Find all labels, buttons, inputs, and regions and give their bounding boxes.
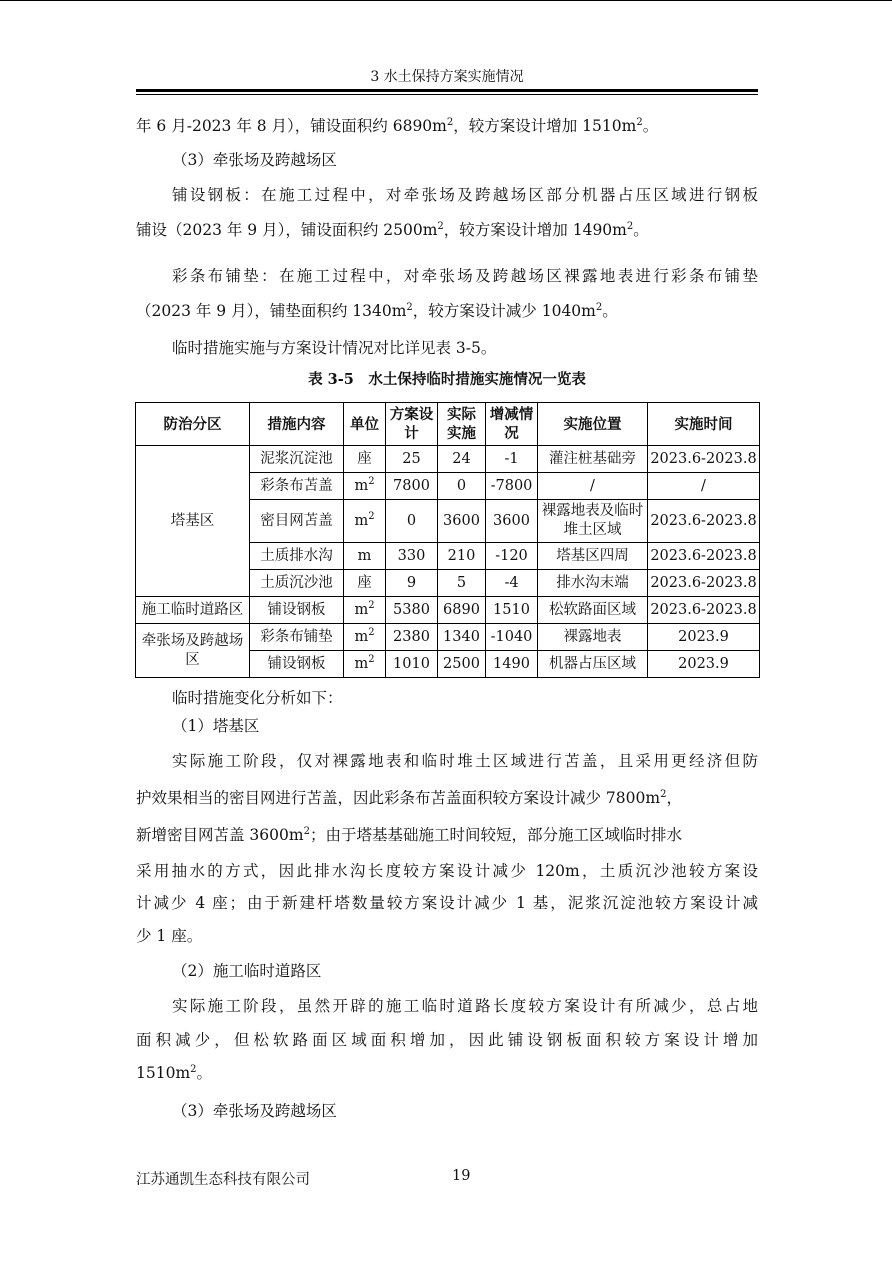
measure-cell: 铺设钢板 bbox=[250, 597, 344, 624]
location-cell: 裸露地表及临时堆土区域 bbox=[538, 500, 648, 543]
table-row bbox=[136, 624, 760, 651]
paragraph-tower-line6: 少 1 座。 bbox=[136, 927, 203, 945]
diff-cell: 1510 bbox=[486, 597, 538, 624]
header-diff: 增减情况 bbox=[486, 403, 538, 446]
time-cell: 2023.6-2023.8 bbox=[648, 543, 760, 570]
zone-cell: 牵张场及跨越场区 bbox=[136, 624, 250, 678]
page-number: 19 bbox=[452, 1168, 471, 1184]
paragraph-road-line1: 实际施工阶段，虽然开辟的施工临时道路长度较方案设计有所减少，总占地 bbox=[172, 997, 758, 1015]
measure-cell: 彩条布苫盖 bbox=[250, 473, 344, 500]
measure-cell: 土质排水沟 bbox=[250, 543, 344, 570]
actual-cell: 6890 bbox=[438, 597, 486, 624]
paragraph-table-reference: 临时措施实施与方案设计情况对比详见表 3-5。 bbox=[172, 339, 497, 357]
time-cell: 2023.6-2023.8 bbox=[648, 570, 760, 597]
running-header: 3 水土保持方案实施情况 bbox=[370, 69, 524, 85]
time-cell: 2023.6-2023.8 bbox=[648, 446, 760, 473]
paragraph-tower-line3: 新增密目网苫盖 $3600m^2$；由于塔基基础施工时间较短，部分施工区域临时排水 bbox=[136, 825, 682, 844]
location-cell: 裸露地表 bbox=[538, 624, 648, 651]
measure-cell: 铺设钢板 bbox=[250, 651, 344, 678]
unit-cell: $m^2$ bbox=[344, 651, 386, 678]
plan-cell: 25 bbox=[386, 446, 438, 473]
top-border-line bbox=[0, 0, 892, 1]
location-cell: 机器占压区域 bbox=[538, 651, 648, 678]
header-measure: 措施内容 bbox=[250, 403, 344, 446]
section-heading-tower-base: （1）塔基区 bbox=[172, 717, 260, 735]
diff-cell: -1040 bbox=[486, 624, 538, 651]
diff-cell: 1490 bbox=[486, 651, 538, 678]
footer-company: 江苏通凯生态科技有限公司 bbox=[136, 1172, 310, 1188]
zone-cell: 塔基区 bbox=[136, 446, 250, 597]
header-location: 实施位置 bbox=[538, 403, 648, 446]
actual-cell: 24 bbox=[438, 446, 486, 473]
measure-cell: 密目网苫盖 bbox=[250, 500, 344, 543]
measure-cell: 土质沉沙池 bbox=[250, 570, 344, 597]
measure-cell: 泥浆沉淀池 bbox=[250, 446, 344, 473]
paragraph-tarp-line2: （2023 年 9 月），铺垫面积约 $1340m^2$，较方案设计减少 $1040m^2$。 bbox=[136, 301, 618, 320]
header-unit: 单位 bbox=[344, 403, 386, 446]
section-heading-traction-yard-2: （3）牵张场及跨越场区 bbox=[172, 1102, 337, 1120]
diff-cell: 3600 bbox=[486, 500, 538, 543]
unit-cell: $m^2$ bbox=[344, 624, 386, 651]
diff-cell: -7800 bbox=[486, 473, 538, 500]
paragraph-continuation: 年 6 月-2023 年 8 月），铺设面积约 $6890m^2$，较方案设计增加 $1510m^2$。 bbox=[136, 116, 659, 135]
header-actual: 实际实施 bbox=[438, 403, 486, 446]
paragraph-analysis-intro: 临时措施变化分析如下： bbox=[172, 689, 343, 707]
temporary-measures-table bbox=[135, 402, 760, 678]
actual-cell: 3600 bbox=[438, 500, 486, 543]
table-caption: 表 3-5 水土保持临时措施实施情况一览表 bbox=[308, 371, 586, 388]
diff-cell: -1 bbox=[486, 446, 538, 473]
paragraph-steel-plate-line1: 铺设钢板：在施工过程中，对牵张场及跨越场区部分机器占压区域进行钢板 bbox=[172, 186, 758, 204]
unit-cell: 座 bbox=[344, 446, 386, 473]
time-cell: 2023.9 bbox=[648, 624, 760, 651]
paragraph-tower-line4: 采用抽水的方式，因此排水沟长度较方案设计减少 120m，土质沉沙池较方案设 bbox=[136, 862, 758, 880]
plan-cell: 9 bbox=[386, 570, 438, 597]
plan-cell: 2380 bbox=[386, 624, 438, 651]
header-rule-thin bbox=[136, 94, 758, 95]
unit-cell: $m^2$ bbox=[344, 473, 386, 500]
section-heading-traction-yard: （3）牵张场及跨越场区 bbox=[172, 151, 337, 169]
diff-cell: -4 bbox=[486, 570, 538, 597]
section-heading-temp-road: （2）施工临时道路区 bbox=[172, 962, 322, 980]
actual-cell: 0 bbox=[438, 473, 486, 500]
header-time: 实施时间 bbox=[648, 403, 760, 446]
header-zone: 防治分区 bbox=[136, 403, 250, 446]
table-header-row bbox=[136, 403, 760, 446]
paragraph-road-line3: $1510m^2$。 bbox=[136, 1063, 213, 1082]
time-cell: 2023.6-2023.8 bbox=[648, 500, 760, 543]
location-cell: 排水沟末端 bbox=[538, 570, 648, 597]
location-cell: 灌注桩基础旁 bbox=[538, 446, 648, 473]
unit-cell: 座 bbox=[344, 570, 386, 597]
unit-cell: m bbox=[344, 543, 386, 570]
paragraph-steel-plate-line2: 铺设（2023 年 9 月），铺设面积约 $2500m^2$，较方案设计增加 $1490m^2$。 bbox=[136, 220, 649, 239]
time-cell: 2023.6-2023.8 bbox=[648, 597, 760, 624]
actual-cell: 5 bbox=[438, 570, 486, 597]
plan-cell: 1010 bbox=[386, 651, 438, 678]
actual-cell: 1340 bbox=[438, 624, 486, 651]
paragraph-tower-line1: 实际施工阶段，仅对裸露地表和临时堆土区域进行苫盖，且采用更经济但防 bbox=[172, 752, 758, 770]
plan-cell: 330 bbox=[386, 543, 438, 570]
plan-cell: 7800 bbox=[386, 473, 438, 500]
actual-cell: 210 bbox=[438, 543, 486, 570]
location-cell: 塔基区四周 bbox=[538, 543, 648, 570]
unit-cell: $m^2$ bbox=[344, 597, 386, 624]
paragraph-tower-line2: 护效果相当的密目网进行苫盖，因此彩条布苫盖面积较方案设计减少 $7800m^2$， bbox=[136, 788, 682, 807]
paragraph-tarp-line1: 彩条布铺垫：在施工过程中，对牵张场及跨越场区裸露地表进行彩条布铺垫 bbox=[172, 267, 758, 285]
actual-cell: 2500 bbox=[438, 651, 486, 678]
location-cell: 松软路面区域 bbox=[538, 597, 648, 624]
table-row bbox=[136, 597, 760, 624]
header-plan: 方案设计 bbox=[386, 403, 438, 446]
zone-cell: 施工临时道路区 bbox=[136, 597, 250, 624]
plan-cell: 5380 bbox=[386, 597, 438, 624]
paragraph-tower-line5: 计减少 4 座；由于新建杆塔数量较方案设计减少 1 基，泥浆沉淀池较方案设计减 bbox=[136, 894, 758, 912]
header-rule-thick bbox=[136, 89, 758, 92]
paragraph-road-line2: 面积减少，但松软路面区域面积增加，因此铺设钢板面积较方案设计增加 bbox=[136, 1031, 758, 1049]
measure-cell: 彩条布铺垫 bbox=[250, 624, 344, 651]
time-cell: / bbox=[648, 473, 760, 500]
diff-cell: -120 bbox=[486, 543, 538, 570]
location-cell: / bbox=[538, 473, 648, 500]
time-cell: 2023.9 bbox=[648, 651, 760, 678]
plan-cell: 0 bbox=[386, 500, 438, 543]
table-row bbox=[136, 446, 760, 473]
unit-cell: $m^2$ bbox=[344, 500, 386, 543]
